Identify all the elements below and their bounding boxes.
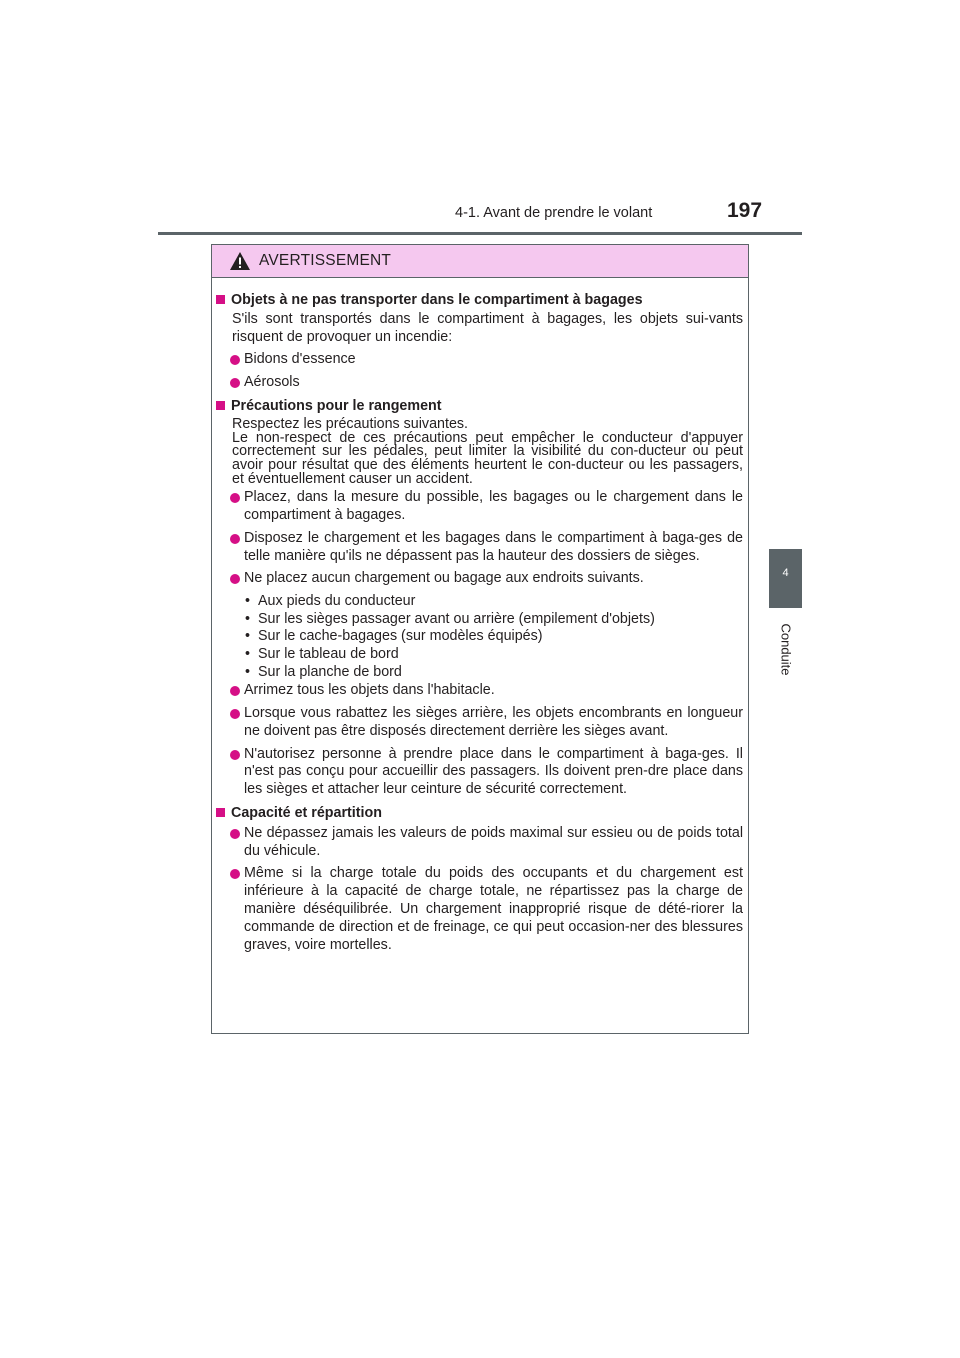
section-heading-text: Précautions pour le rangement	[231, 397, 442, 414]
section-intro: S'ils sont transportés dans le compartiment à bagages, les objets sui-vants risquent de provoquer un incendie:	[232, 311, 743, 345]
section-heading	[215, 804, 745, 822]
list-item	[215, 865, 745, 954]
section-heading-text: Objets à ne pas transporter dans le compartiment à bagages	[231, 292, 643, 308]
list-item	[215, 682, 745, 700]
list-item-text: Lorsque vous rabattez les sièges arrière, les objets encombrants en longueur ne doivent pas être disposés directement derrière les sièges avant.	[244, 704, 743, 739]
warning-header	[212, 245, 748, 278]
round-bullet-icon	[230, 493, 240, 503]
sub-list-item: • Aux pieds du conducteur	[245, 593, 416, 610]
header-divider	[158, 232, 802, 235]
header-section-title: 4-1. Avant de prendre le volant	[455, 205, 653, 221]
section-heading	[215, 291, 745, 309]
section-heading	[215, 397, 745, 415]
chapter-label	[755, 620, 817, 678]
list-item	[215, 570, 745, 588]
sub-list-item: • Sur la planche de bord	[245, 663, 402, 680]
page-number: 197	[727, 199, 763, 222]
list-item-text: Ne placez aucun chargement ou bagage aux endroits suivants.	[244, 570, 644, 587]
list-item-text: Disposez le chargement et les bagages dans le compartiment à baga-ges de telle manière qu'ils ne dépassent pas la hauteur des dossiers de sièges.	[244, 529, 743, 564]
round-bullet-icon	[230, 709, 240, 719]
list-item	[215, 374, 745, 392]
list-item	[215, 351, 745, 369]
round-bullet-icon	[230, 574, 240, 584]
round-bullet-icon	[230, 829, 240, 839]
sub-list-item: • Sur les sièges passager avant ou arrière (empilement d'objets)	[245, 610, 655, 627]
round-bullet-icon	[230, 534, 240, 544]
warning-triangle-icon	[229, 251, 251, 271]
round-bullet-icon	[230, 750, 240, 760]
warning-title: AVERTISSEMENT	[259, 252, 392, 269]
round-bullet-icon	[230, 869, 240, 879]
sub-list-item-text: Aux pieds du conducteur	[258, 593, 416, 610]
list-item-text: Même si la charge totale du poids des occupants et du chargement est inférieure à la capacité de charge totale, ne répartissez pas la charge de manière déséquilibrée. Un chargement inapproprié risque de dété-riorer la commande de direction et de freinage, ce qui peut occasion-ner des blessures graves, voire mortelles.	[244, 865, 743, 953]
sub-list-item-text: Sur le cache-bagages (sur modèles équipés)	[258, 628, 543, 645]
list-item-text: Aérosols	[244, 373, 300, 390]
list-item	[215, 489, 745, 525]
chapter-number: 4	[782, 567, 789, 579]
list-item	[215, 746, 745, 799]
list-item-text: Bidons d'essence	[244, 351, 356, 368]
round-bullet-icon	[230, 686, 240, 696]
chapter-name: Conduite	[778, 622, 794, 676]
section-intro: Le non-respect de ces précautions peut empêcher le conducteur d'appuyer correctement sur les pédales, peut limiter la visibilité du con-ducteur ou peut avoir pour résultat que des éléments heurtent le con-ducteur ou les passagers, et éventuellement causer un accident.	[232, 429, 743, 487]
warning-content	[215, 289, 745, 954]
section-intro: Respectez les précautions suivantes.	[232, 415, 469, 432]
round-bullet-icon	[230, 378, 240, 388]
square-bullet-icon	[216, 401, 225, 410]
sub-list-item-text: Sur la planche de bord	[258, 663, 402, 680]
list-item-text: Ne dépassez jamais les valeurs de poids maximal sur essieu ou de poids total du véhicule.	[244, 824, 743, 859]
list-item-text: Placez, dans la mesure du possible, les bagages ou le chargement dans le compartiment à bagages.	[244, 489, 743, 523]
sub-list-item-text: Sur le tableau de bord	[258, 645, 399, 662]
sub-list	[215, 593, 745, 681]
square-bullet-icon	[216, 808, 225, 817]
sub-list-item: • Sur le tableau de bord	[245, 645, 399, 662]
list-item-text: Arrimez tous les objets dans l'habitacle.	[244, 682, 495, 699]
sub-list-item: • Sur le cache-bagages (sur modèles équipés)	[245, 628, 543, 645]
warning-box	[211, 244, 749, 1034]
list-item	[215, 530, 745, 566]
list-item	[215, 705, 745, 741]
chapter-tab	[769, 549, 802, 608]
sub-list-item-text: Sur les sièges passager avant ou arrière (empilement d'objets)	[258, 610, 655, 627]
list-item	[215, 825, 745, 861]
square-bullet-icon	[216, 295, 225, 304]
section-heading-text: Capacité et répartition	[231, 804, 382, 821]
list-item-text: N'autorisez personne à prendre place dans le compartiment à baga-ges. Il n'est pas conçu pour accueillir des passagers. Ils doivent pren-dre place dans les sièges et attacher leur ceinture de sécurité correctement.	[244, 745, 743, 798]
round-bullet-icon	[230, 355, 240, 365]
